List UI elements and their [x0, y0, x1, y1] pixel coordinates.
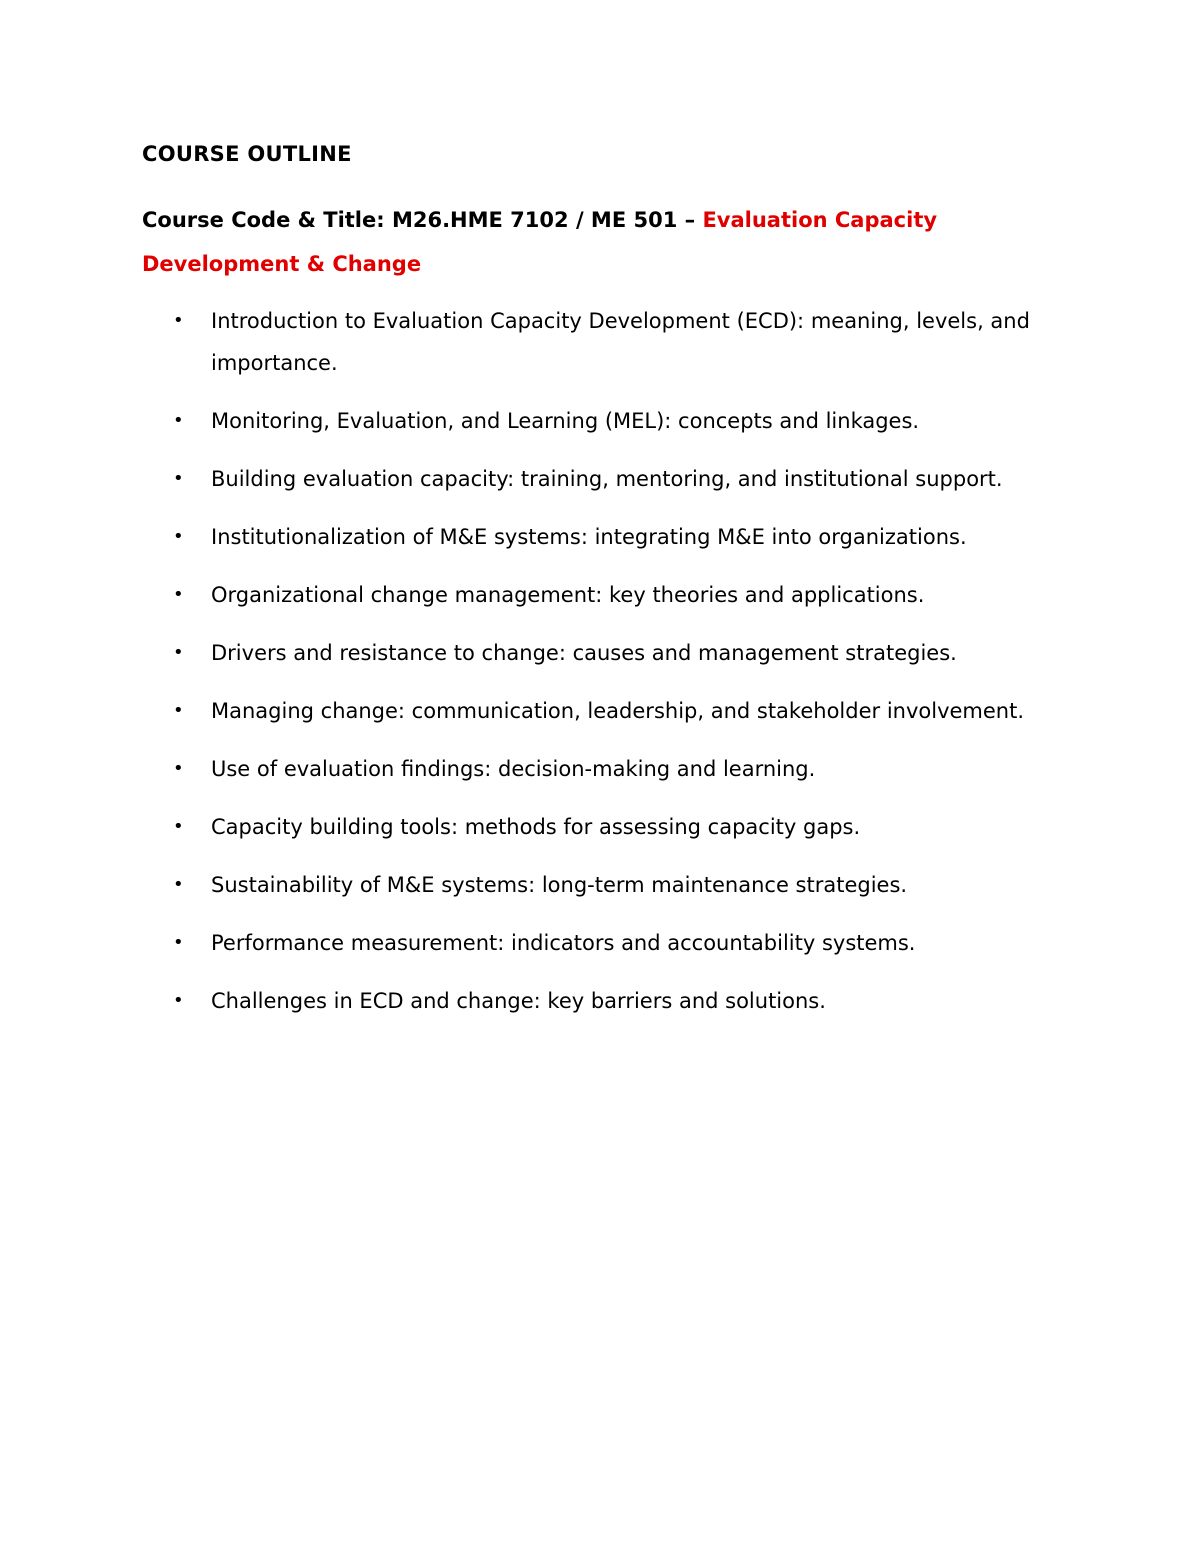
list-item-text: Drivers and resistance to change: causes and management strategies. [211, 641, 957, 665]
course-title-accent: Evaluation Capacity Development & Change [142, 208, 938, 276]
list-item [142, 458, 1102, 500]
list-item [142, 806, 1102, 848]
list-item-text: Introduction to Evaluation Capacity Development (ECD): meaning, levels, and importance. [211, 309, 1030, 375]
list-item [142, 922, 1102, 964]
course-code-title [142, 198, 1082, 286]
list-item-text: Building evaluation capacity: training, mentoring, and institutional support. [211, 467, 1003, 491]
bullet-icon: • [173, 700, 184, 721]
list-item [142, 400, 1102, 442]
list-item-text: Sustainability of M&E systems: long-term maintenance strategies. [211, 873, 908, 897]
bullet-icon: • [173, 526, 184, 547]
list-item [142, 980, 1102, 1022]
bullet-icon: • [173, 816, 184, 837]
list-item [142, 748, 1102, 790]
list-item [142, 516, 1102, 558]
list-item-text: Use of evaluation findings: decision-making and learning. [211, 757, 816, 781]
list-item [142, 632, 1102, 674]
list-item [142, 864, 1102, 906]
bullet-icon: • [173, 990, 184, 1011]
list-item-text: Institutionalization of M&E systems: integrating M&E into organizations. [211, 525, 967, 549]
bullet-icon: • [173, 642, 184, 663]
bullet-icon: • [173, 932, 184, 953]
bullet-icon: • [173, 758, 184, 779]
bullet-icon: • [173, 410, 184, 431]
bullet-icon: • [173, 584, 184, 605]
list-item-text: Managing change: communication, leadership, and stakeholder involvement. [211, 699, 1025, 723]
page-heading: COURSE OUTLINE [142, 142, 352, 166]
list-item-text: Monitoring, Evaluation, and Learning (MEL): concepts and linkages. [211, 409, 920, 433]
course-title-label: Course Code & Title: M26.HME 7102 / ME 501 – [142, 208, 703, 232]
list-item-text: Capacity building tools: methods for assessing capacity gaps. [211, 815, 861, 839]
list-item-text: Challenges in ECD and change: key barriers and solutions. [211, 989, 826, 1013]
course-outline-list [142, 300, 1102, 1038]
list-item-text: Performance measurement: indicators and accountability systems. [211, 931, 916, 955]
list-item [142, 574, 1102, 616]
bullet-icon: • [173, 310, 184, 331]
list-item [142, 690, 1102, 732]
bullet-icon: • [173, 874, 184, 895]
bullet-icon: • [173, 468, 184, 489]
list-item [142, 300, 1102, 384]
list-item-text: Organizational change management: key theories and applications. [211, 583, 925, 607]
